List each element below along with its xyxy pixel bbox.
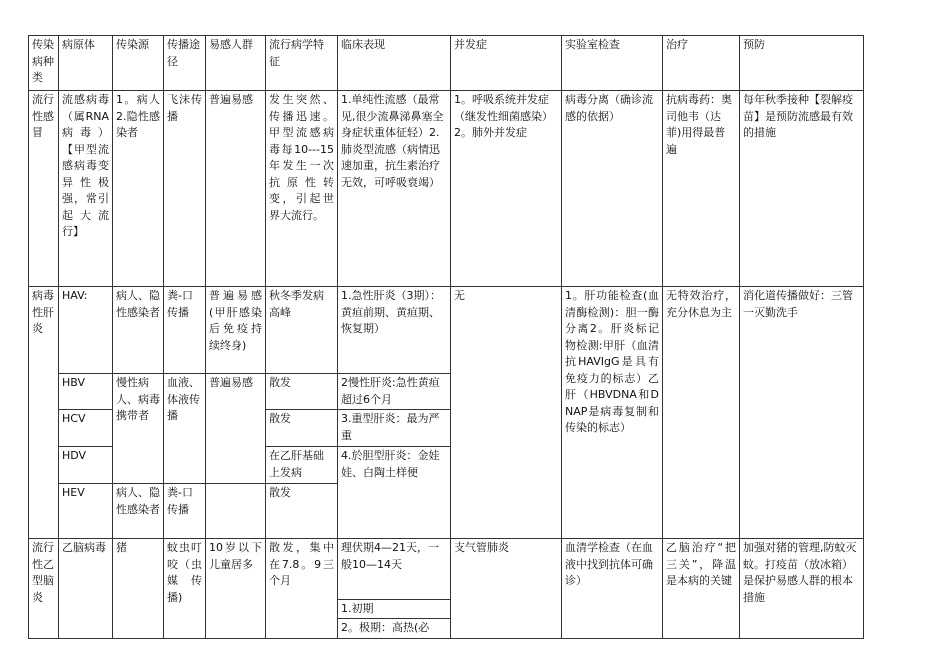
disease-name: 流行性乙型脑炎 bbox=[29, 539, 59, 639]
susceptible-cell: 普遍易感 bbox=[206, 374, 266, 484]
complication-cell: 支气管肺炎 bbox=[451, 539, 562, 639]
epidemiology-cell: 秋冬季发病高峰 bbox=[266, 287, 338, 374]
epidemiology-cell: 散发 bbox=[266, 484, 338, 539]
route-cell: 粪-口传播 bbox=[164, 287, 206, 374]
source-cell: 病人、隐性感染者 bbox=[113, 287, 164, 374]
epidemiology-cell: 散发 bbox=[266, 374, 338, 410]
header-route: 传播途径 bbox=[164, 36, 206, 91]
prevention-cell: 每年秋季接种【裂解疫苗】是预防流感最有效的措施 bbox=[740, 91, 864, 287]
clinical-cell: 1.单纯性流感（最常见,很少流鼻涕鼻塞全身症状重体征轻）2.肺炎型流感（病情迅速加重，抗生素治疗无效，可呼吸衰竭） bbox=[338, 91, 451, 287]
header-susceptible: 易感人群 bbox=[206, 36, 266, 91]
clinical-cell bbox=[338, 539, 451, 639]
disease-name: 病毒性肝炎 bbox=[29, 287, 59, 539]
prevention-cell: 消化道传播做好：三管一灭勤洗手 bbox=[740, 287, 864, 539]
clinical-incubation: 理伏期4—21天，一般10—14天 bbox=[338, 539, 450, 599]
pathogen-cell: HEV bbox=[59, 484, 113, 539]
header-lab: 实验室检查 bbox=[562, 36, 663, 91]
complication-cell: 1。呼吸系统并发症（继发性细菌感染）2。肺外并发症 bbox=[451, 91, 562, 287]
treatment-cell: 乙脑治疗“把三关”，降温是本病的关键 bbox=[663, 539, 740, 639]
treatment-cell: 抗病毒药：奥司他韦（达菲)用得最普遍 bbox=[663, 91, 740, 287]
pathogen-cell: HBV bbox=[59, 374, 113, 410]
clinical-cell: 4.於胆型肝炎：金娃娃、白陶土样便 bbox=[338, 447, 451, 539]
susceptible-cell: 普遍易感 bbox=[206, 91, 266, 287]
header-complication: 并发症 bbox=[451, 36, 562, 91]
source-cell: 慢性病人、病毒携带者 bbox=[113, 374, 164, 484]
pathogen-cell: HAV: bbox=[59, 287, 113, 374]
header-prevention: 预防 bbox=[740, 36, 864, 91]
pathogen-cell: 流感病毒（属RNA病毒）【甲型流感病毒变异性极强，常引起大流行】 bbox=[59, 91, 113, 287]
clinical-subtable bbox=[338, 539, 450, 638]
susceptible-cell bbox=[206, 484, 266, 539]
document-page bbox=[28, 35, 864, 639]
route-cell: 飞沫传播 bbox=[164, 91, 206, 287]
clinical-cell: 1.急性肝炎（3期）：黄疸前期、黄疸期、恢复期） bbox=[338, 287, 451, 374]
disease-table bbox=[28, 35, 864, 639]
source-cell: 1。病人 2.隐性感染者 bbox=[113, 91, 164, 287]
route-cell: 蚊虫叮咬（虫媒传播) bbox=[164, 539, 206, 639]
row-influenza bbox=[29, 91, 864, 287]
row-hepatitis-hav bbox=[29, 287, 864, 374]
header-treatment: 治疗 bbox=[663, 36, 740, 91]
clinical-cell: 3.重型肝炎：最为严重 bbox=[338, 410, 451, 447]
header-source: 传染源 bbox=[113, 36, 164, 91]
clinical-cell: 2慢性肝炎:急性黄疸超过6个月 bbox=[338, 374, 451, 410]
route-cell: 粪-口传播 bbox=[164, 484, 206, 539]
complication-cell: 无 bbox=[451, 287, 562, 539]
lab-cell: 血清学检查（在血液中找到抗体可确诊） bbox=[562, 539, 663, 639]
prevention-cell: 加强对猪的管理,防蚊灭蚊。打疫苗（放冰箱）是保护易感人群的根本措施 bbox=[740, 539, 864, 639]
susceptible-cell: 普遍易感(甲肝感染后免疫持续终身) bbox=[206, 287, 266, 374]
pathogen-cell: HCV bbox=[59, 410, 113, 447]
disease-name: 流行性感冒 bbox=[29, 91, 59, 287]
row-japanese-encephalitis bbox=[29, 539, 864, 639]
epidemiology-cell: 在乙肝基础上发病 bbox=[266, 447, 338, 484]
header-clinical: 临床表现 bbox=[338, 36, 451, 91]
header-disease: 传染病种类 bbox=[29, 36, 59, 91]
header-pathogen: 病原体 bbox=[59, 36, 113, 91]
source-cell: 猪 bbox=[113, 539, 164, 639]
epidemiology-cell: 散发，集中在7.8。9三个月 bbox=[266, 539, 338, 639]
treatment-cell: 无特效治疗，充分休息为主 bbox=[663, 287, 740, 539]
header-row bbox=[29, 36, 864, 91]
lab-cell: 病毒分离（确诊流感的依据） bbox=[562, 91, 663, 287]
clinical-early-stage: 1.初期 bbox=[338, 599, 450, 619]
lab-cell: 1。肝功能检查(血清酶检测)：胆一酶分离2。肝炎标记物检测:甲肝（血清抗HAVIgG是具有免疫力的标志）乙肝（HBVDNA和DNAP是病毒复制和传染的标志） bbox=[562, 287, 663, 539]
clinical-peak-stage: 2。极期：高热(必 bbox=[341, 621, 430, 634]
susceptible-cell: 10岁以下儿童居多 bbox=[206, 539, 266, 639]
pathogen-cell: 乙脑病毒 bbox=[59, 539, 113, 639]
pathogen-cell: HDV bbox=[59, 447, 113, 484]
epidemiology-cell: 散发 bbox=[266, 410, 338, 447]
header-epidemiology: 流行病学特征 bbox=[266, 36, 338, 91]
route-cell: 血液、体液传播 bbox=[164, 374, 206, 484]
source-cell: 病人、隐性感染者 bbox=[113, 484, 164, 539]
epidemiology-cell: 发生突然、传播迅速。甲型流感病毒每10---15年发生一次抗原性转变，引起世界大流行。 bbox=[266, 91, 338, 287]
